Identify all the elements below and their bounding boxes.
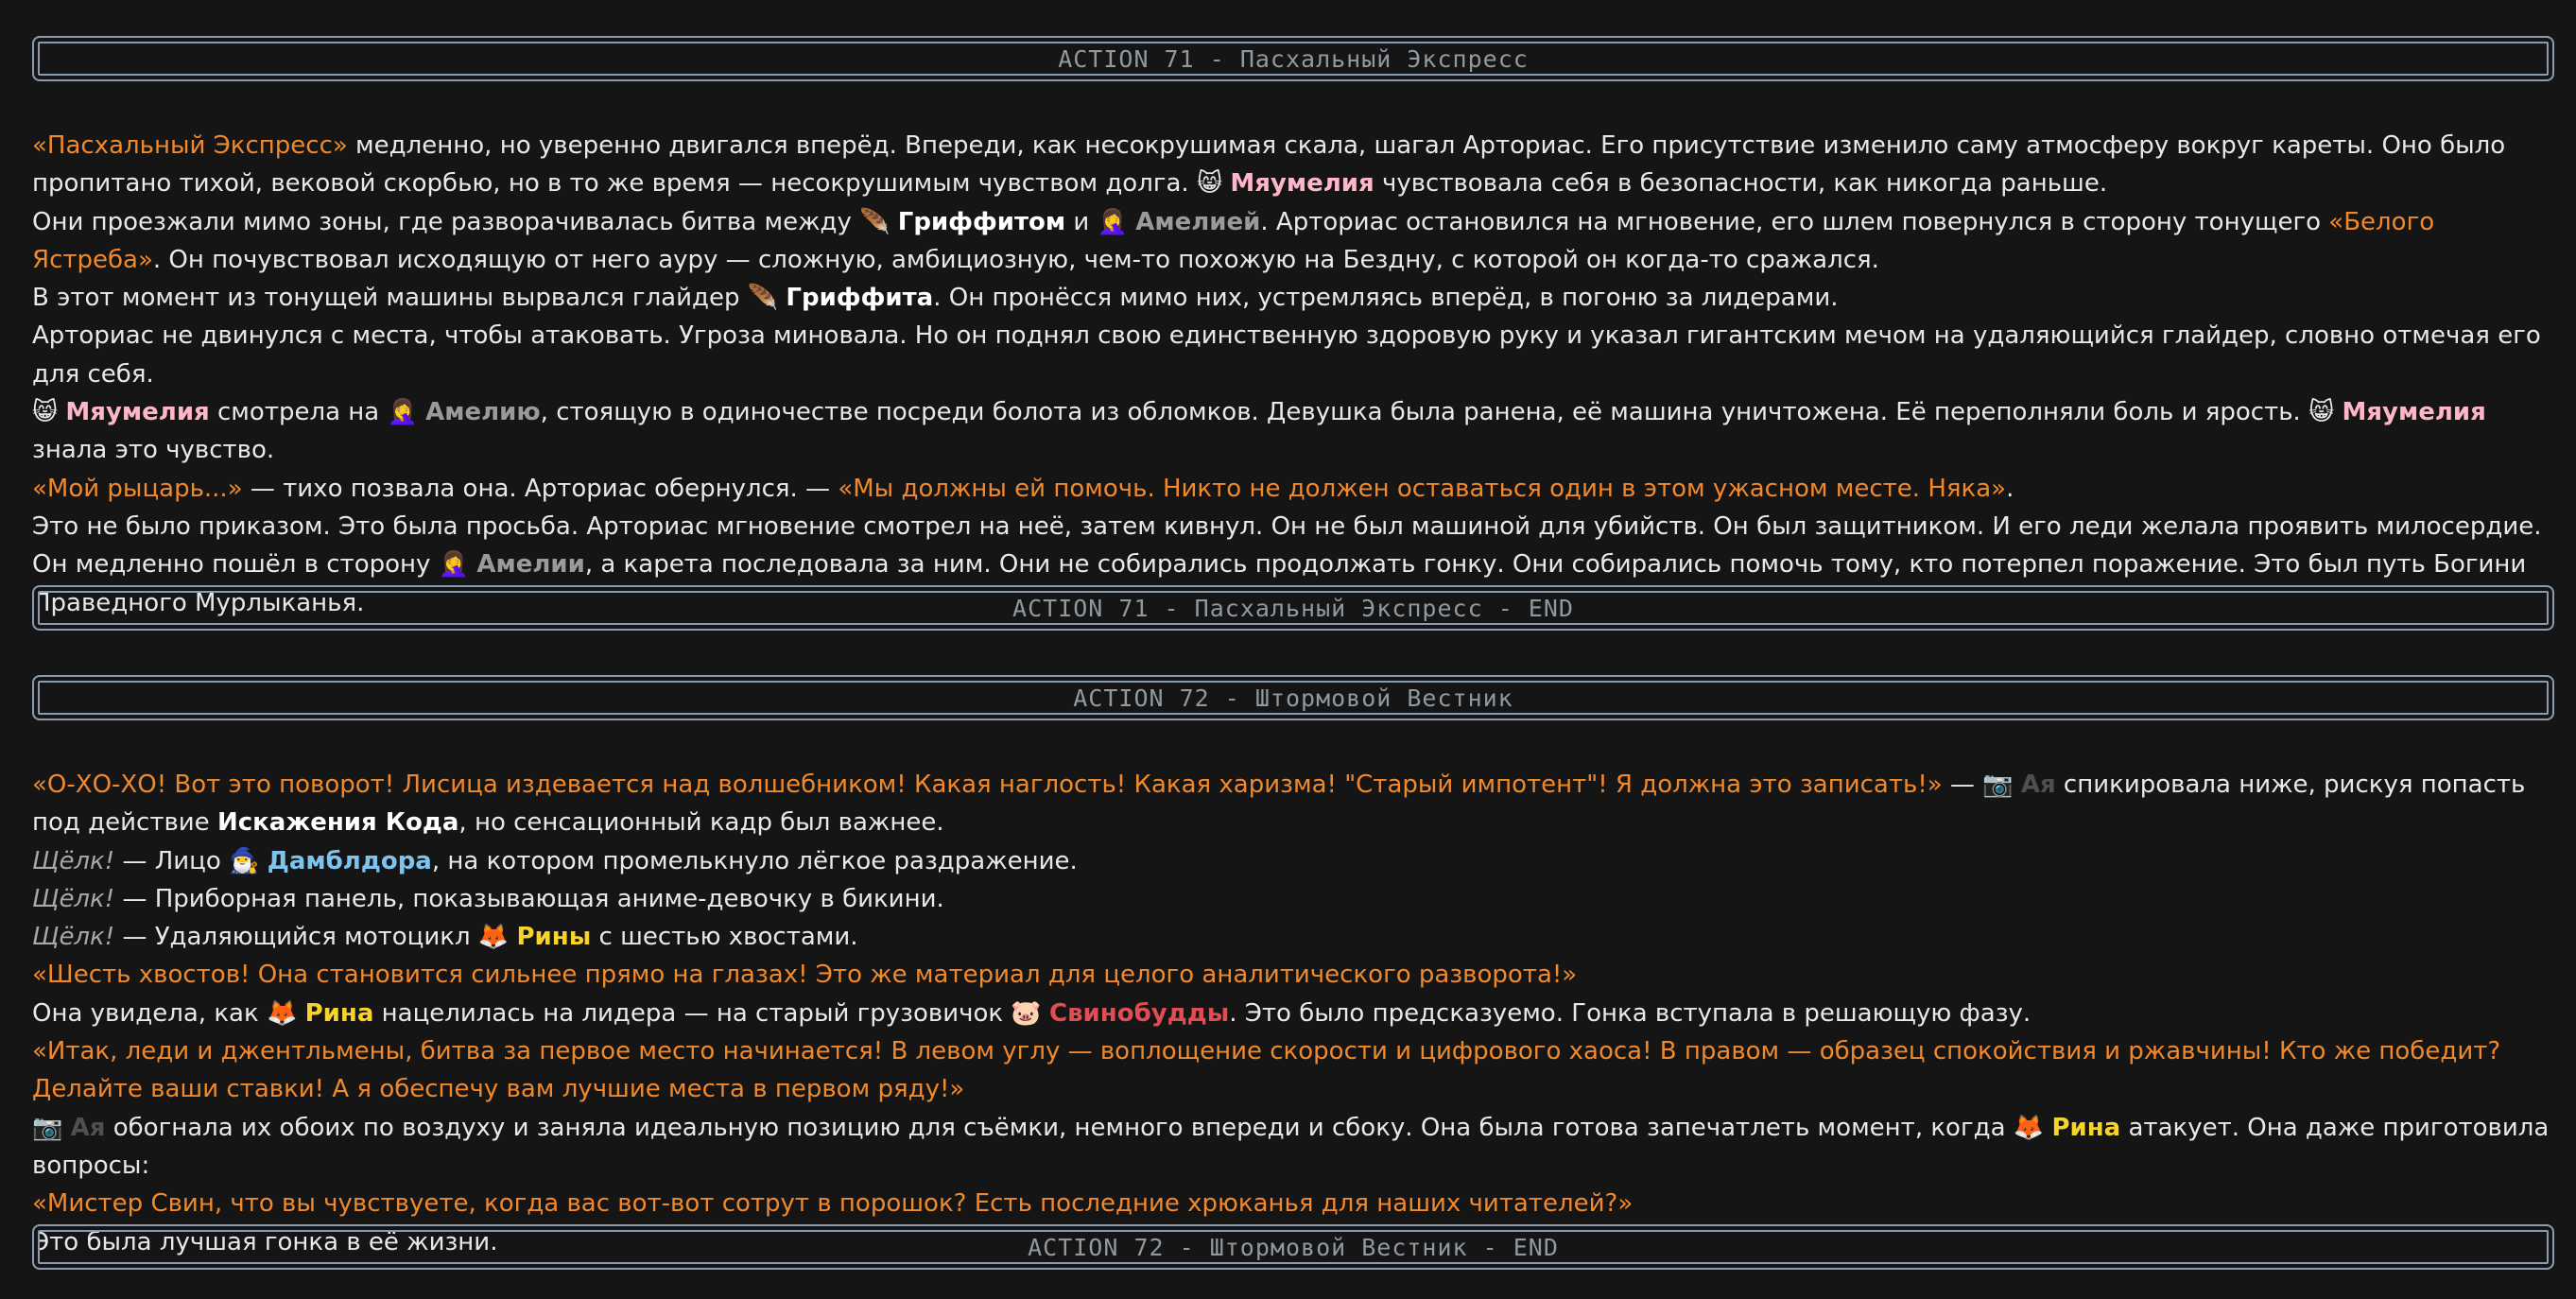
pig-icon: 🐷 — [1011, 998, 1042, 1028]
action-72-header — [32, 675, 2554, 720]
wizard-icon: 🧙‍♂️ — [229, 846, 260, 875]
facepalm-icon: 🤦‍♀️ — [387, 398, 418, 427]
character-name: Рины — [516, 923, 592, 952]
character-name: Рина — [2051, 1113, 2121, 1142]
fox-icon: 🦊 — [266, 998, 298, 1028]
paragraph: «Мистер Свин, что вы чувствуете, когда вас вот-вот сотрут в порошок? Есть последние хрюканья для наших читателей?» — [32, 1189, 1634, 1219]
character-name: Мяумелия — [2342, 398, 2486, 427]
paragraph: Арториас не двинулся с места, чтобы атаковать. Угроза миновала. Но он поднял свою единственную здоровую руку и указал гигантским мечом на удаляющийся глайдер, словно отмечая его для себя. — [32, 321, 2541, 389]
paragraph: «Мой рыцарь...» — тихо позвала она. Арториас обернулся. — «Мы должны ей помочь. Никто не должен оставаться один в этом ужасном месте. Няка». — [32, 474, 2014, 503]
camera-icon: 📷 — [32, 1113, 63, 1142]
paragraph: «Итак, леди и джентльмены, битва за первое место начинается! В левом углу — воплощение скорости и цифрового хаоса! В правом — образец спокойствия и ржавчины! Кто же победит? Делайте ваши ставки! А я обеспечу вам лучшие места в первом ряду!» — [32, 1037, 2501, 1104]
character-name: Гриффита — [786, 284, 934, 313]
paragraph: Они проезжали мимо зоны, где разворачивалась битва между 🪶 Гриффитом и 🤦‍♀️ Амелией. Арториас остановился на мгновение, его шлем повернулся в сторону тонущего «Белого Ястреба». Он почувствовал исходящую от него ауру — сложную, амбициозную, чем-то похожую на Бездну, с которой он когда-то сражался. — [32, 207, 2435, 274]
paragraph: Он медленно пошёл в сторону 🤦‍♀️ Амелии, а карета последовала за ним. Они не собирались продолжать гонку. Они собирались помочь тому, кто потерпел поражение. Это был путь Богини Праведного Мурлыканья. — [32, 550, 2527, 617]
character-name: Амелии — [476, 550, 585, 580]
character-name: Свинобудды — [1049, 998, 1230, 1028]
action-71-footer — [32, 585, 2554, 631]
character-name: Амелией — [1135, 207, 1261, 236]
facepalm-icon: 🤦‍♀️ — [1097, 207, 1128, 236]
character-name: Ая — [70, 1113, 106, 1142]
action-71-footer-text: ACTION 71 - Пасхальный Экспресс - END — [1012, 594, 1574, 622]
paragraph: «О-ХО-ХО! Вот это поворот! Лисица издевается над волшебником! Какая наглость! Какая харизма! "Старый импотент"! Я должна это записать!» — 📷 Ая спикировала ниже, рискуя попасть под действие Искажения Кода, но сенсационный кадр был важнее. — [32, 771, 2526, 838]
cat-face-icon: 😸 — [2308, 398, 2335, 427]
paragraph: 😸 Мяумелия смотрела на 🤦‍♀️ Амелию, стоящую в одиночестве посреди болота из обломков. Девушка была ранена, её машина уничтожена. Её переполняли боль и ярость. 😸 Мяумелия знала это чувство. — [32, 398, 2486, 465]
paragraph: Щёлк! — Лицо 🧙‍♂️ Дамблдора, на котором промелькнуло лёгкое раздражение. — [32, 846, 1078, 875]
action-72-header-text: ACTION 72 - Штормовой Вестник — [1073, 684, 1513, 712]
action-72-content — [32, 766, 2554, 1261]
character-name: Амелию — [425, 398, 541, 427]
paragraph: «Шесть хвостов! Она становится сильнее прямо на глазах! Это же материал для целого аналитического разворота!» — [32, 961, 1578, 990]
paragraph: Это была лучшая гонка в её жизни. — [32, 1227, 498, 1256]
character-name: Мяумелия — [65, 398, 210, 427]
cat-face-icon: 😸 — [1196, 169, 1223, 199]
paragraph: Она увидела, как 🦊 Рина нацелилась на лидера — на старый грузовичок 🐷 Свинобудды. Это было предсказуемо. Гонка вступала в решающую фазу. — [32, 998, 2031, 1028]
character-name: Дамблдора — [267, 846, 432, 875]
paragraph: «Пасхальный Экспресс» медленно, но уверенно двигался вперёд. Впереди, как несокрушимая скала, шагал Арториас. Его присутствие изменило саму атмосферу вокруг кареты. Оно было пропитано тихой, вековой скорбью, но в то же время — несокрушимым чувством долга. 😸 Мяумелия чувствовала себя в безопасности, как никогда раньше. — [32, 131, 2506, 199]
action-72-footer — [32, 1224, 2554, 1270]
paragraph: Это не было приказом. Это была просьба. Арториас мгновение смотрел на неё, затем кивнул. Он не был машиной для убийств. Он был защитником. И его леди желала проявить милосердие. — [32, 511, 2542, 541]
feather-icon: 🪶 — [747, 284, 779, 313]
facepalm-icon: 🤦‍♀️ — [438, 550, 470, 580]
cat-face-icon: 😸 — [32, 398, 59, 427]
character-name: Мяумелия — [1230, 169, 1374, 199]
action-71-content — [32, 127, 2554, 622]
action-71-header — [32, 36, 2554, 81]
character-name: Ая — [2020, 771, 2056, 799]
character-name: Рина — [304, 998, 374, 1028]
action-72-footer-text: ACTION 72 - Штормовой Вестник - END — [1028, 1233, 1559, 1261]
fox-icon: 🦊 — [2013, 1113, 2045, 1142]
fox-icon: 🦊 — [477, 923, 510, 952]
paragraph: Щёлк! — Удаляющийся мотоцикл 🦊 Рины с шестью хвостами. — [32, 923, 858, 952]
paragraph: Щёлк! — Приборная панель, показывающая аниме-девочку в бикини. — [32, 884, 944, 913]
action-71-header-text: ACTION 71 - Пасхальный Экспресс — [1058, 44, 1529, 73]
feather-icon: 🪶 — [859, 207, 890, 236]
camera-icon: 📷 — [1982, 771, 2014, 799]
paragraph: В этот момент из тонущей машины вырвался глайдер 🪶 Гриффита. Он пронёсся мимо них, устремляясь вперёд, в погоню за лидерами. — [32, 284, 1839, 313]
character-name: Гриффитом — [897, 207, 1066, 236]
paragraph: 📷 Ая обогнала их обоих по воздуху и заняла идеальную позицию для съёмки, немного впереди и сбоку. Она была готова запечатлеть момент, когда 🦊 Рина атакует. Она даже приготовила вопросы: — [32, 1113, 2550, 1180]
